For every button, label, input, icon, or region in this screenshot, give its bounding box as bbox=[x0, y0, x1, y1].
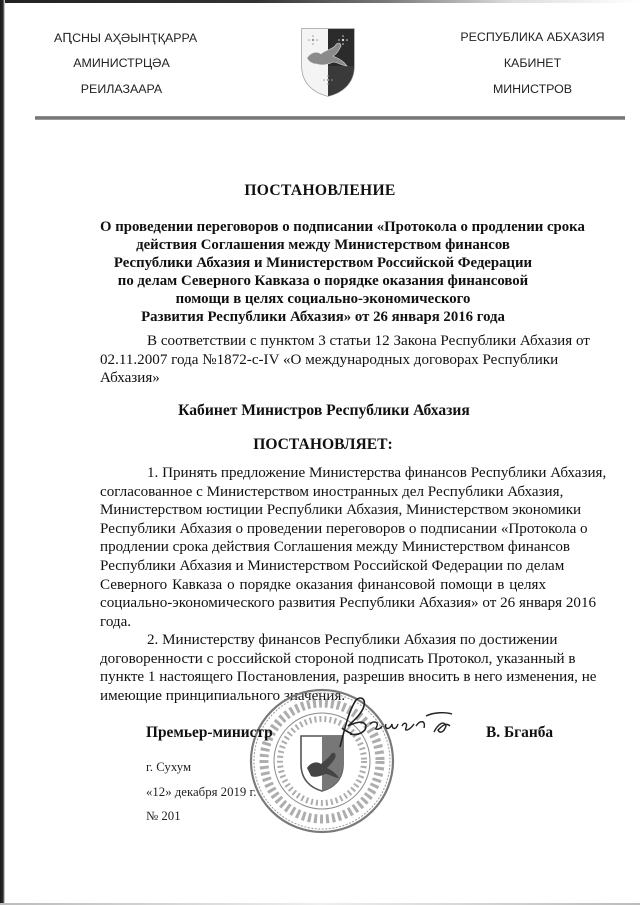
decree-heading: ПОСТАНОВЛЯЕТ: bbox=[253, 436, 393, 453]
header-right-line-1: РЕСПУБЛИКА АБХАЗИЯ bbox=[460, 30, 605, 44]
decree-item-1 bbox=[100, 464, 607, 631]
preamble-line: В соответствии с пунктом 3 статьи 12 Закона Республики Абхазия от bbox=[147, 333, 590, 349]
letterhead-divider bbox=[35, 116, 625, 120]
subject-line: О проведении переговоров о подписании «Протокола о продлении срока bbox=[100, 219, 585, 235]
item-line: 2. Министерству финансов Республики Абхазия по достижении bbox=[147, 632, 558, 648]
header-left-line-1: АԤСНЫ АҲӘЫНҬҚАРРА bbox=[54, 31, 198, 45]
subject-line: по делам Северного Кавказа о порядке оказания финансовой bbox=[117, 273, 529, 289]
document-title: ПОСТАНОВЛЕНИЕ bbox=[244, 182, 396, 199]
item-line: договоренности с российской стороной подписать Протокол, указанный в bbox=[100, 650, 576, 667]
item-line: года. bbox=[100, 613, 132, 630]
subject-line: помощи в целях социально-экономического bbox=[175, 291, 471, 307]
item-line: Республики Абхазия и Министерством Российской Федерации по делам bbox=[100, 557, 565, 574]
header-right-line-3: МИНИСТРОВ bbox=[492, 82, 573, 96]
subject-line: Республики Абхазия и Министерством Российской Федерации bbox=[113, 255, 533, 271]
signatory-position: Премьер-министр bbox=[146, 724, 273, 741]
preamble-paragraph bbox=[100, 332, 590, 388]
date-of-issue: «12» декабря 2019 г. bbox=[146, 785, 257, 799]
item-line: социально-экономического развития Республики Абхазия» от 26 января 2016 bbox=[100, 595, 597, 612]
preamble-line: 02.11.2007 года №1872-с-IV «О международных договорах Республики bbox=[100, 351, 559, 368]
preamble-line: Абхазия» bbox=[100, 370, 160, 387]
handwritten-signature bbox=[330, 692, 475, 752]
item-line: согласованное с Министерством иностранных дел Республики Абхазия, bbox=[100, 483, 564, 500]
subject-line: действия Соглашения между Министерством финансов bbox=[136, 237, 510, 253]
issuing-body: Кабинет Министров Республики Абхазия bbox=[178, 402, 470, 419]
header-right-line-2: КАБИНЕТ bbox=[503, 56, 562, 70]
subject-line: Развития Республики Абхазия» от 26 января 2016 года bbox=[141, 309, 505, 325]
header-left-line-2: АМИНИСТРЦӘА bbox=[73, 56, 170, 70]
signatory-name: В. Бганба bbox=[486, 724, 554, 741]
document-subject bbox=[100, 218, 585, 326]
item-line: Министерством юстиции Республики Абхазия, Министерством экономики bbox=[100, 502, 582, 519]
place-of-issue: г. Сухум bbox=[146, 760, 192, 774]
item-line: Северного Кавказа о порядке оказания финансовой помощи в целях bbox=[100, 576, 546, 593]
item-line: Республики Абхазия о проведении переговоров о подписании «Протокола о bbox=[100, 520, 588, 537]
item-line: 1. Принять предложение Министерства финансов Республики Абхазия, bbox=[147, 465, 607, 481]
header-left-line-3: РЕИЛАЗААРА bbox=[80, 82, 163, 96]
item-line: пункте 1 настоящего Постановления, разрешив вносить в него изменения, не bbox=[100, 669, 597, 686]
item-line: имеющие принципиального значения. bbox=[100, 687, 346, 704]
item-line: продлении срока действия Соглашения между Министерством финансов bbox=[100, 539, 571, 556]
abkhazia-coat-of-arms-icon bbox=[299, 26, 357, 98]
document-number: № 201 bbox=[146, 809, 181, 823]
scan-edge-top bbox=[0, 0, 640, 3]
